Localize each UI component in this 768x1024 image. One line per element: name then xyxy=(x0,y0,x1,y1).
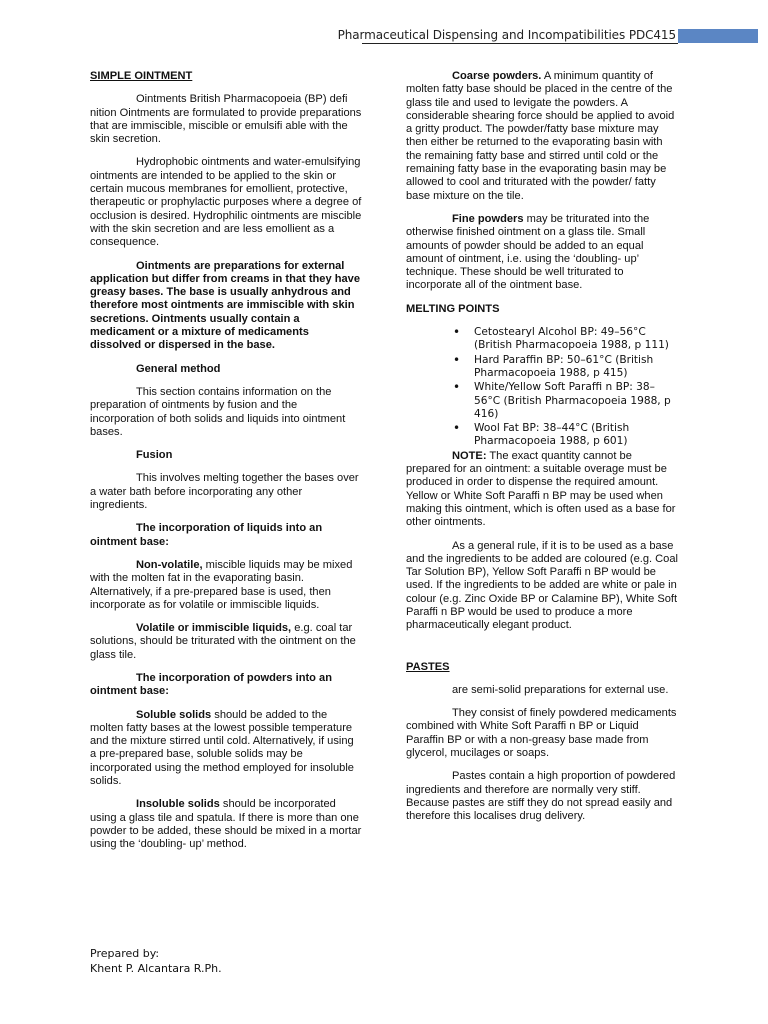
coarse-powders-paragraph: Coarse powders. A minimum quantity of molten fatty base should be placed in the centre of the glass tile and used to levigate the powders. A considerable shearing force should be applied to avoid a gritty product. The powder/fatty base mixture may then either be returned to the evaporating basin with the remaining fatty base and stirred until cold or the remaining fatty base in the evaporating basin may be allowed to cool and triturated with the powder/ fatty base mixture on the tile. xyxy=(406,70,675,202)
fine-powders-lead: Fine powders xyxy=(452,212,524,225)
general-method-heading: General method xyxy=(136,362,221,375)
non-volatile-lead: Non-volatile, xyxy=(136,558,203,571)
pastes-heading: PASTES xyxy=(406,660,450,673)
author-name: Khent P. Alcantara R.Ph. xyxy=(90,962,222,975)
liquids-heading: The incorporation of liquids into an ointment base: xyxy=(90,522,323,548)
fusion-heading: Fusion xyxy=(136,449,173,462)
note-lead: NOTE: xyxy=(452,449,487,462)
list-item: • Hard Paraffin BP: 50–61°C (British Pharmacopoeia 1988, p 415) xyxy=(474,354,678,381)
list-item: • Cetostearyl Alcohol BP: 49–56°C (British Pharmacopoeia 1988, p 111) xyxy=(474,326,678,353)
general-method-paragraph: This section contains information on the preparation of ointments by fusion and the incorporation of both solids and liquids into ointment bases. xyxy=(90,385,346,438)
header-rule xyxy=(362,43,678,44)
fine-powders-paragraph: Fine powders may be triturated into the otherwise finished ointment on a glass tile. Small amounts of powder should be added to an equal amount of ointment, i.e. using the ‘doubling- up’ technique. These should be well triturated to incorporate all of the ointment base. xyxy=(406,212,650,292)
page-number-tab xyxy=(678,29,758,43)
spacer xyxy=(406,643,678,661)
melting-points-heading: MELTING POINTS xyxy=(406,302,500,315)
bp-definition-paragraph: Ointments British Pharmacopoeia (BP) defi nition Ointments are formulated to provide preparations that are immiscible, miscible or emulsifi able with the skin secretion. xyxy=(90,93,362,146)
right-column xyxy=(406,70,678,834)
non-volatile-paragraph: Non-volatile, miscible liquids may be mixed with the molten fat in the evaporating basin. Alternatively, if a pre-prepared base is used, then incorporate as for volatile or immiscible liquids. xyxy=(90,558,353,611)
note-paragraph: NOTE: The exact quantity cannot be prepared for an ointment: a suitable overage must be produced in order to dispense the required amount. Yellow or White Soft Paraffi n BP may be used when making this ointment, which is often used as a base for other ointments. xyxy=(406,449,676,529)
prepared-by-label: Prepared by: xyxy=(90,947,160,960)
melting-points-list xyxy=(406,326,678,449)
list-item: • Wool Fat BP: 38–44°C (British Pharmacopoeia 1988, p 601) xyxy=(474,422,678,449)
insoluble-solids-lead: Insoluble solids xyxy=(136,798,220,811)
list-item: • White/Yellow Soft Paraffi n BP: 38–56°C (British Pharmacopoeia 1988, p 416) xyxy=(474,381,678,421)
pastes-definition-paragraph: are semi-solid preparations for external use. xyxy=(452,683,669,696)
header-title: Pharmaceutical Dispensing and Incompatibilities PDC415 xyxy=(337,28,676,42)
pastes-properties-paragraph: Pastes contain a high proportion of powdered ingredients and therefore are normally very stiff. Because pastes are stiff they do not spread easily and therefore this localises drug delivery. xyxy=(406,770,676,823)
pastes-composition-paragraph: They consist of finely powdered medicaments combined with White Soft Paraffi n BP or Liquid Paraffin BP or with a non-greasy base made from glycerol, mucilages or soaps. xyxy=(406,707,677,760)
coarse-powders-lead: Coarse powders. xyxy=(452,70,542,82)
fusion-paragraph: This involves melting together the bases over a water bath before incorporating any other ingredients. xyxy=(90,472,359,512)
volatile-paragraph: Volatile or immiscible liquids, e.g. coal tar solutions, should be triturated with the ointment on the glass tile. xyxy=(90,622,356,661)
powders-heading: The incorporation of powders into an ointment base: xyxy=(90,671,332,698)
soluble-solids-lead: Soluble solids xyxy=(136,708,212,721)
insoluble-solids-paragraph: Insoluble solids should be incorporated using a glass tile and spatula. If there is more than one powder to be added, these should be mixed in a mortar using the ‘doubling- up’ method. xyxy=(90,798,362,851)
page-header xyxy=(0,26,768,46)
volatile-lead: Volatile or immiscible liquids, xyxy=(136,622,292,635)
left-column xyxy=(90,70,362,862)
simple-ointment-heading: SIMPLE OINTMENT xyxy=(90,70,193,82)
ointments-bold-paragraph: Ointments are preparations for external application but differ from creams in that they have greasy bases. The base is usually anhydrous and therefore most ointments are immiscible with skin secretions. Ointments usually contain a medicament or a mixture of medicaments dissolved or dispersed in the base. xyxy=(90,259,360,352)
soluble-solids-paragraph: Soluble solids should be added to the molten fatty bases at the lowest possible temperature and the mixture stirred until cold. Alternatively, if using a pre-prepared base, soluble solids may be incorporated using the method employed for insoluble solids. xyxy=(90,708,354,788)
general-rule-paragraph: As a general rule, if it is to be used as a base and the ingredients to be added are coloured (e.g. Coal Tar Solution BP), Yellow Soft Paraffi n BP would be used. If the ingredients to be added are white or pale in colour (e.g. Zinc Oxide BP or Calamine BP), White Soft Paraffi n BP would be used to produce a more pharmaceutically elegant product. xyxy=(406,539,678,632)
hydrophobic-paragraph: Hydrophobic ointments and water-emulsifying ointments are intended to be applied to the skin or certain mucous membranes for emollient, protective, therapeutic or prophylactic purposes where a degree of occlusion is desired. Hydrophilic ointments are miscible with the skin secretion and are less emollient as a consequence. xyxy=(90,156,362,249)
prepared-by-block xyxy=(90,946,222,976)
